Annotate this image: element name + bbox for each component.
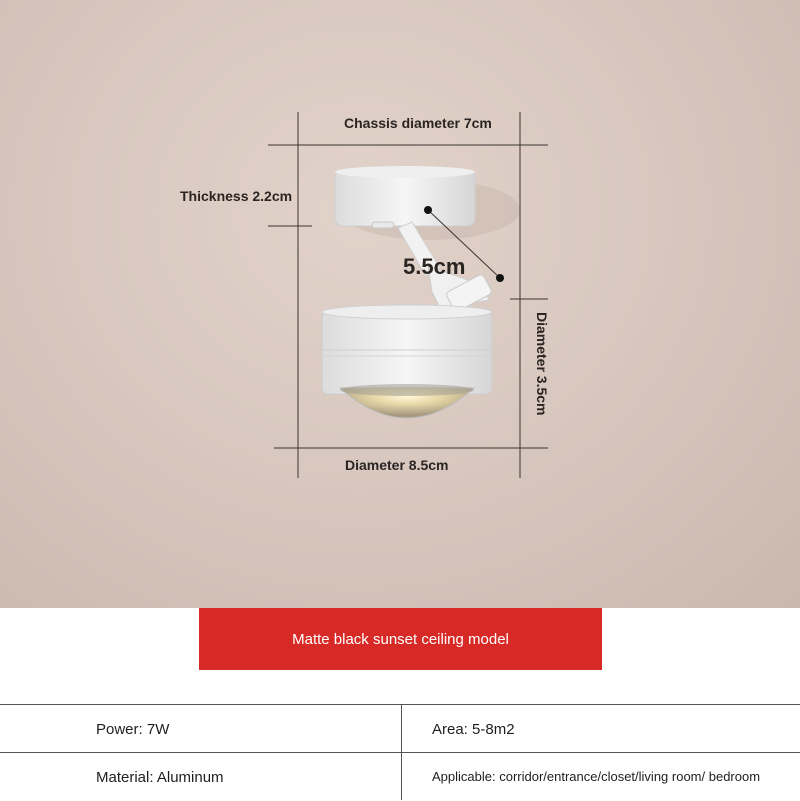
arm-dot-bottom [496, 274, 504, 282]
material-spec: Material: Aluminum [96, 768, 224, 786]
chassis [335, 170, 475, 226]
lens-rim [340, 384, 474, 396]
area-spec: Area: 5-8m2 [432, 720, 515, 738]
overall-diameter-label: Diameter 8.5cm [345, 457, 449, 473]
chassis-diameter-label: Chassis diameter 7cm [344, 115, 492, 131]
table-divider [401, 704, 402, 800]
table-row [0, 705, 800, 753]
lamp-head [322, 312, 492, 394]
head-diameter-label: Diameter 3.5cm [534, 312, 550, 416]
applicable-spec: Applicable: corridor/entrance/closet/living room/ bedroom [432, 769, 761, 784]
arm-dot-top [424, 206, 432, 214]
head-top-rim [322, 305, 492, 319]
table-row [0, 752, 800, 801]
chassis-top [335, 166, 475, 178]
model-banner-label: Matte black sunset ceiling model [292, 630, 509, 648]
arm-length-label: 5.5cm [403, 254, 466, 279]
spec-table [0, 704, 800, 801]
chassis-button [372, 222, 394, 228]
power-spec: Power: 7W [96, 720, 170, 738]
thickness-label: Thickness 2.2cm [180, 188, 293, 204]
model-banner [199, 608, 602, 670]
